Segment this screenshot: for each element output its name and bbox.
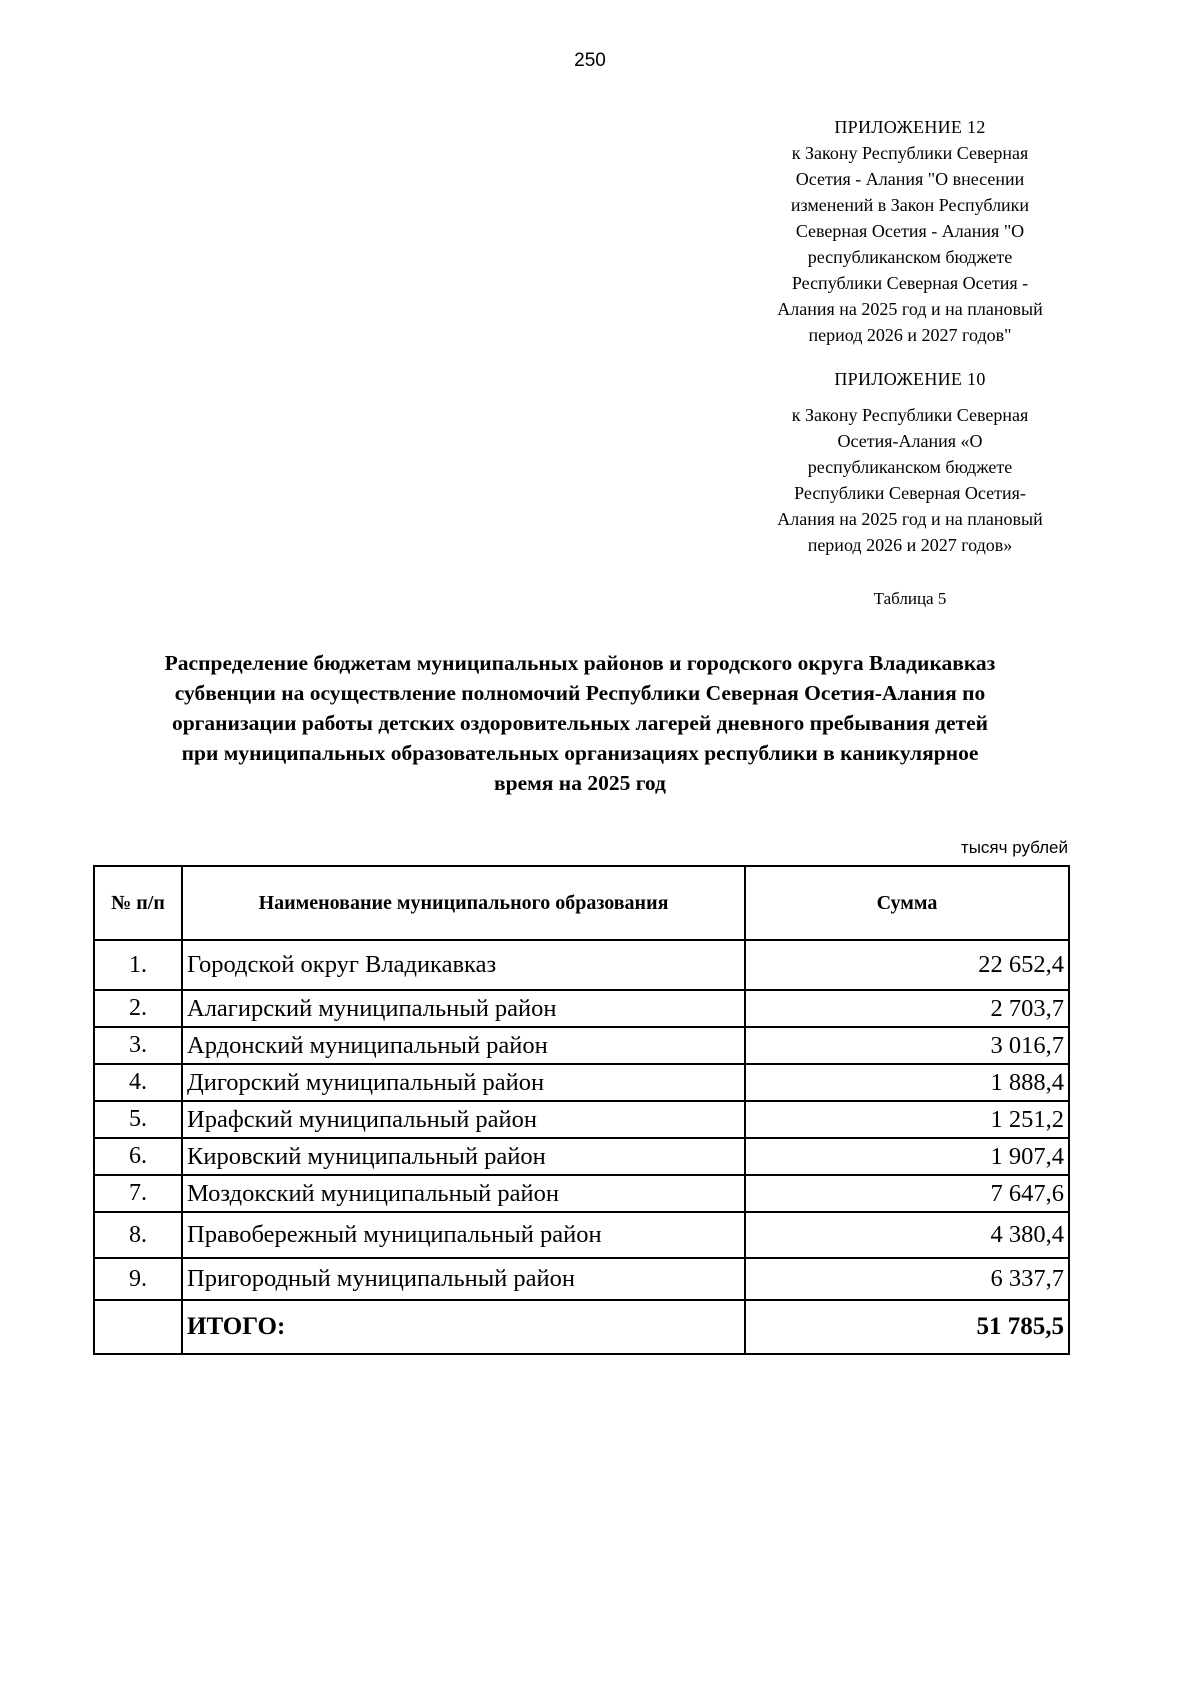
- appendix-12-heading: ПРИЛОЖЕНИЕ 12: [834, 117, 986, 137]
- appendix-12-block: [740, 114, 1080, 348]
- row-amount: 22 652,4: [745, 940, 1069, 990]
- table-row: [94, 1175, 1069, 1212]
- row-number: 2.: [94, 990, 182, 1027]
- distribution-table: [93, 865, 1070, 1355]
- appendix-12-line: изменений в Закон Республики: [790, 195, 1030, 215]
- row-name: Алагирский муниципальный район: [182, 990, 745, 1027]
- row-amount: 7 647,6: [745, 1175, 1069, 1212]
- row-number: 6.: [94, 1138, 182, 1175]
- row-amount: 3 016,7: [745, 1027, 1069, 1064]
- total-amount: 51 785,5: [745, 1300, 1069, 1354]
- appendix-12-line: Осетия - Алания "О внесении: [795, 169, 1025, 189]
- appendix-10-line: Республики Северная Осетия-: [794, 483, 1026, 503]
- table-row: [94, 1101, 1069, 1138]
- row-number: 4.: [94, 1064, 182, 1101]
- row-name: Ардонский муниципальный район: [182, 1027, 745, 1064]
- row-number: 3.: [94, 1027, 182, 1064]
- appendix-12-line: Алания на 2025 год и на плановый: [777, 299, 1043, 319]
- header-amount: Сумма: [745, 866, 1069, 940]
- title-line: Распределение бюджетам муниципальных районов и городского округа Владикавказ: [164, 651, 996, 675]
- appendix-10-line: Осетия-Алания «О: [837, 431, 983, 451]
- row-name: Кировский муниципальный район: [182, 1138, 745, 1175]
- appendix-12-line: период 2026 и 2027 годов": [808, 325, 1012, 345]
- document-title: [80, 648, 1080, 798]
- table-row: [94, 1027, 1069, 1064]
- header-number: № п/п: [94, 866, 182, 940]
- table-row: [94, 940, 1069, 990]
- row-name: Дигорский муниципальный район: [182, 1064, 745, 1101]
- total-row: [94, 1300, 1069, 1354]
- row-number: 8.: [94, 1212, 182, 1258]
- row-amount: 1 888,4: [745, 1064, 1069, 1101]
- total-number-cell: [94, 1300, 182, 1354]
- row-name: Ирафский муниципальный район: [182, 1101, 745, 1138]
- appendix-10-block: [740, 366, 1080, 558]
- table-row: [94, 1212, 1069, 1258]
- row-number: 5.: [94, 1101, 182, 1138]
- title-line: организации работы детских оздоровительных лагерей дневного пребывания детей: [171, 711, 989, 735]
- row-number: 1.: [94, 940, 182, 990]
- appendix-10-line: к Закону Республики Северная: [791, 405, 1029, 425]
- header-name: Наименование муниципального образования: [182, 866, 745, 940]
- appendix-12-line: Республики Северная Осетия -: [791, 273, 1029, 293]
- page-number: 250: [574, 50, 606, 71]
- appendix-12-line: республиканском бюджете: [807, 247, 1013, 267]
- title-line: время на 2025 год: [494, 771, 666, 795]
- total-label: ИТОГО:: [182, 1300, 745, 1354]
- appendix-10-heading: ПРИЛОЖЕНИЕ 10: [834, 369, 986, 389]
- row-amount: 2 703,7: [745, 990, 1069, 1027]
- table-label: Таблица 5: [873, 589, 947, 608]
- table-header-row: [94, 866, 1069, 940]
- row-amount: 4 380,4: [745, 1212, 1069, 1258]
- appendix-10-line: период 2026 и 2027 годов»: [807, 535, 1013, 555]
- units-label: тысяч рублей: [960, 838, 1068, 857]
- row-amount: 1 907,4: [745, 1138, 1069, 1175]
- table-row: [94, 1258, 1069, 1300]
- appendix-12-line: Северная Осетия - Алания "О: [795, 221, 1025, 241]
- row-name: Городской округ Владикавказ: [182, 940, 745, 990]
- row-number: 7.: [94, 1175, 182, 1212]
- appendix-10-line: Алания на 2025 год и на плановый: [777, 509, 1043, 529]
- row-amount: 6 337,7: [745, 1258, 1069, 1300]
- title-line: субвенции на осуществление полномочий Республики Северная Осетия-Алания по: [174, 681, 986, 705]
- table-row: [94, 1138, 1069, 1175]
- table-row: [94, 990, 1069, 1027]
- row-amount: 1 251,2: [745, 1101, 1069, 1138]
- row-name: Правобережный муниципальный район: [182, 1212, 745, 1258]
- title-line: при муниципальных образовательных организациях республики в каникулярное: [181, 741, 979, 765]
- row-name: Моздокский муниципальный район: [182, 1175, 745, 1212]
- table-row: [94, 1064, 1069, 1101]
- appendix-12-line: к Закону Республики Северная: [791, 143, 1029, 163]
- row-number: 9.: [94, 1258, 182, 1300]
- row-name: Пригородный муниципальный район: [182, 1258, 745, 1300]
- appendix-10-line: республиканском бюджете: [807, 457, 1013, 477]
